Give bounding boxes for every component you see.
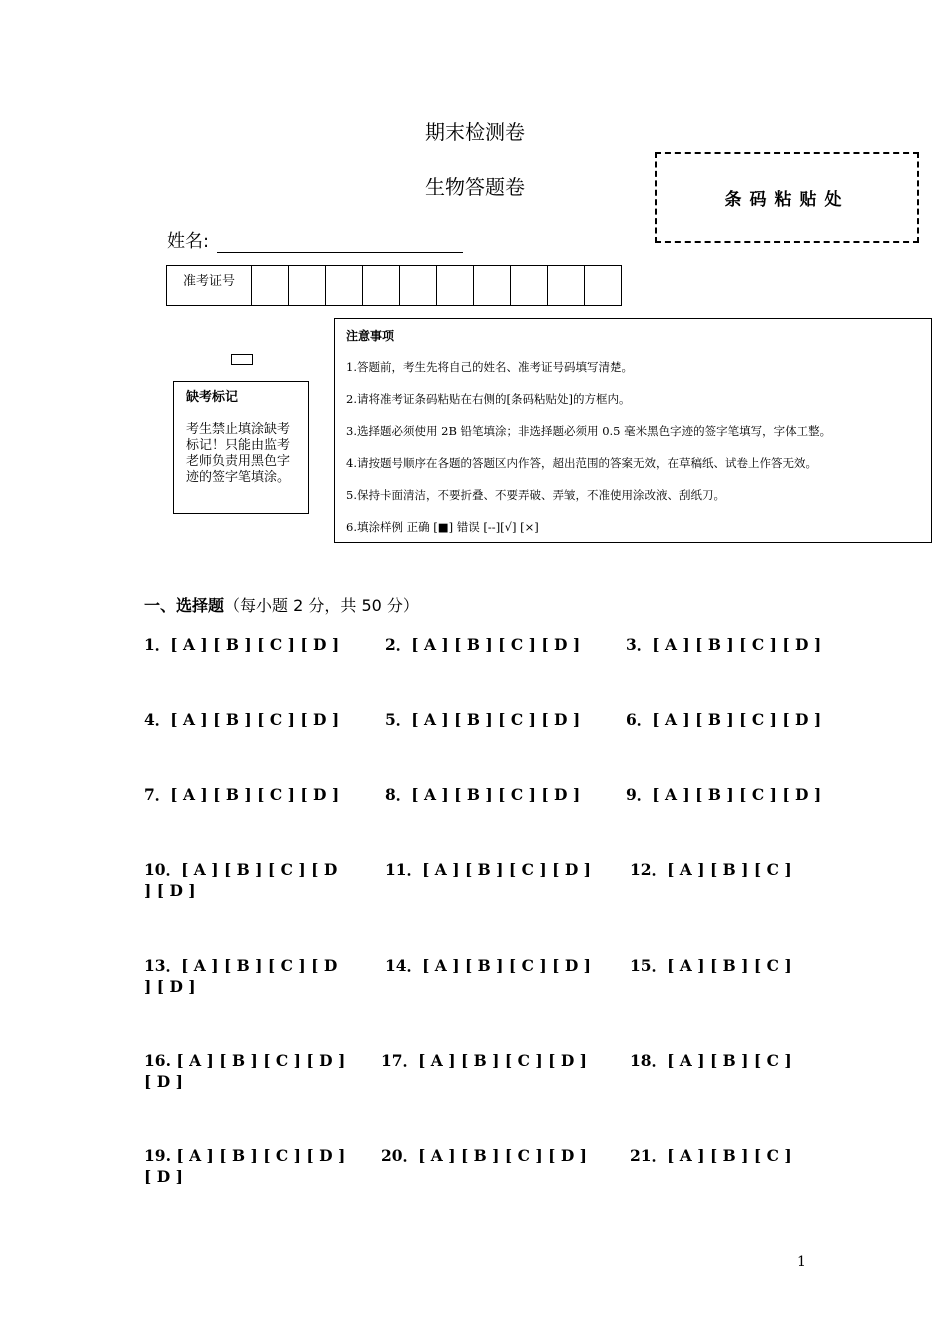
- exam-id-cell[interactable]: [585, 266, 622, 306]
- exam-id-cell[interactable]: [363, 266, 400, 306]
- barcode-label: 条码粘贴处: [724, 190, 850, 210]
- exam-id-cell[interactable]: [474, 266, 511, 306]
- question-19[interactable]: 19. [ A ] [ B ] [ C ] [ D ] [ D ]: [144, 1146, 346, 1186]
- notice-item: 2.请将准考证条码粘贴在右侧的[条码粘贴处]的方框内。: [346, 392, 631, 406]
- exam-id-cell[interactable]: [511, 266, 548, 306]
- exam-id-cell[interactable]: [252, 266, 289, 306]
- notice-item: 5.保持卡面清洁，不要折叠、不要弄破、弄皱，不准使用涂改液、刮纸刀。: [346, 488, 725, 502]
- question-1[interactable]: 1．[ A ] [ B ] [ C ] [ D ]: [144, 635, 340, 654]
- question-16[interactable]: 16. [ A ] [ B ] [ C ] [ D ] [ D ]: [144, 1051, 346, 1091]
- question-6[interactable]: 6．[ A ] [ B ] [ C ] [ D ]: [626, 710, 822, 729]
- question-14[interactable]: 14．[ A ] [ B ] [ C ] [ D ]: [385, 956, 592, 975]
- absent-mark-text: 考生禁止填涂缺考标记！只能由监考老师负责用黑色字迹的签字笔填涂。: [186, 422, 291, 485]
- section-heading-note: （每小题 2 分，共 50 分）: [224, 596, 419, 615]
- barcode-paste-area: [655, 152, 919, 243]
- section-heading-title: 一、选择题: [144, 596, 225, 615]
- exam-id-cell[interactable]: [326, 266, 363, 306]
- question-2[interactable]: 2．[ A ] [ B ] [ C ] [ D ]: [385, 635, 581, 654]
- name-label: 姓名:: [167, 231, 210, 252]
- page-title: 期末检测卷: [425, 120, 525, 144]
- exam-id-cell[interactable]: [437, 266, 474, 306]
- question-21[interactable]: 21．[ A ] [ B ] [ C ]: [630, 1146, 792, 1165]
- notice-item: 6.填涂样例 正确 [■] 错误 [--][√] [×]: [346, 520, 539, 534]
- exam-id-grid: [166, 265, 622, 306]
- name-row: [167, 227, 463, 253]
- notice-item: 3.选择题必须使用 2B 铅笔填涂；非选择题必须用 0.5 毫米黑色字迹的签字笔填写，字体工整。: [346, 424, 832, 438]
- section-heading: [144, 593, 419, 616]
- exam-id-cell[interactable]: [548, 266, 585, 306]
- question-13[interactable]: 13．[ A ] [ B ] [ C ] [ D ] [ D ]: [144, 956, 338, 996]
- question-15[interactable]: 15．[ A ] [ B ] [ C ]: [630, 956, 792, 975]
- absent-mark-panel: [173, 381, 309, 514]
- notice-item: 4.请按题号顺序在各题的答题区内作答，超出范围的答案无效，在草稿纸、试卷上作答无效。: [346, 456, 817, 470]
- page-number: 1: [797, 1254, 806, 1270]
- question-17[interactable]: 17．[ A ] [ B ] [ C ] [ D ]: [381, 1051, 588, 1070]
- question-10[interactable]: 10．[ A ] [ B ] [ C ] [ D ] [ D ]: [144, 860, 338, 900]
- notice-panel: [334, 318, 932, 543]
- name-field[interactable]: [217, 232, 463, 253]
- exam-id-cell[interactable]: [400, 266, 437, 306]
- question-18[interactable]: 18．[ A ] [ B ] [ C ]: [630, 1051, 792, 1070]
- absent-mark-box[interactable]: [231, 354, 253, 365]
- notice-item: 1.答题前，考生先将自己的姓名、准考证号码填写清楚。: [346, 360, 633, 374]
- question-3[interactable]: 3．[ A ] [ B ] [ C ] [ D ]: [626, 635, 822, 654]
- exam-id-cell[interactable]: [289, 266, 326, 306]
- question-9[interactable]: 9．[ A ] [ B ] [ C ] [ D ]: [626, 785, 822, 804]
- question-7[interactable]: 7．[ A ] [ B ] [ C ] [ D ]: [144, 785, 340, 804]
- question-12[interactable]: 12．[ A ] [ B ] [ C ]: [630, 860, 792, 879]
- question-20[interactable]: 20．[ A ] [ B ] [ C ] [ D ]: [381, 1146, 588, 1165]
- question-8[interactable]: 8．[ A ] [ B ] [ C ] [ D ]: [385, 785, 581, 804]
- question-11[interactable]: 11．[ A ] [ B ] [ C ] [ D ]: [385, 860, 592, 879]
- notice-title: 注意事项: [346, 329, 395, 343]
- page-subtitle: 生物答题卷: [425, 175, 525, 199]
- exam-id-label: 准考证号: [167, 266, 252, 306]
- question-4[interactable]: 4．[ A ] [ B ] [ C ] [ D ]: [144, 710, 340, 729]
- question-5[interactable]: 5．[ A ] [ B ] [ C ] [ D ]: [385, 710, 581, 729]
- absent-mark-title: 缺考标记: [186, 390, 239, 405]
